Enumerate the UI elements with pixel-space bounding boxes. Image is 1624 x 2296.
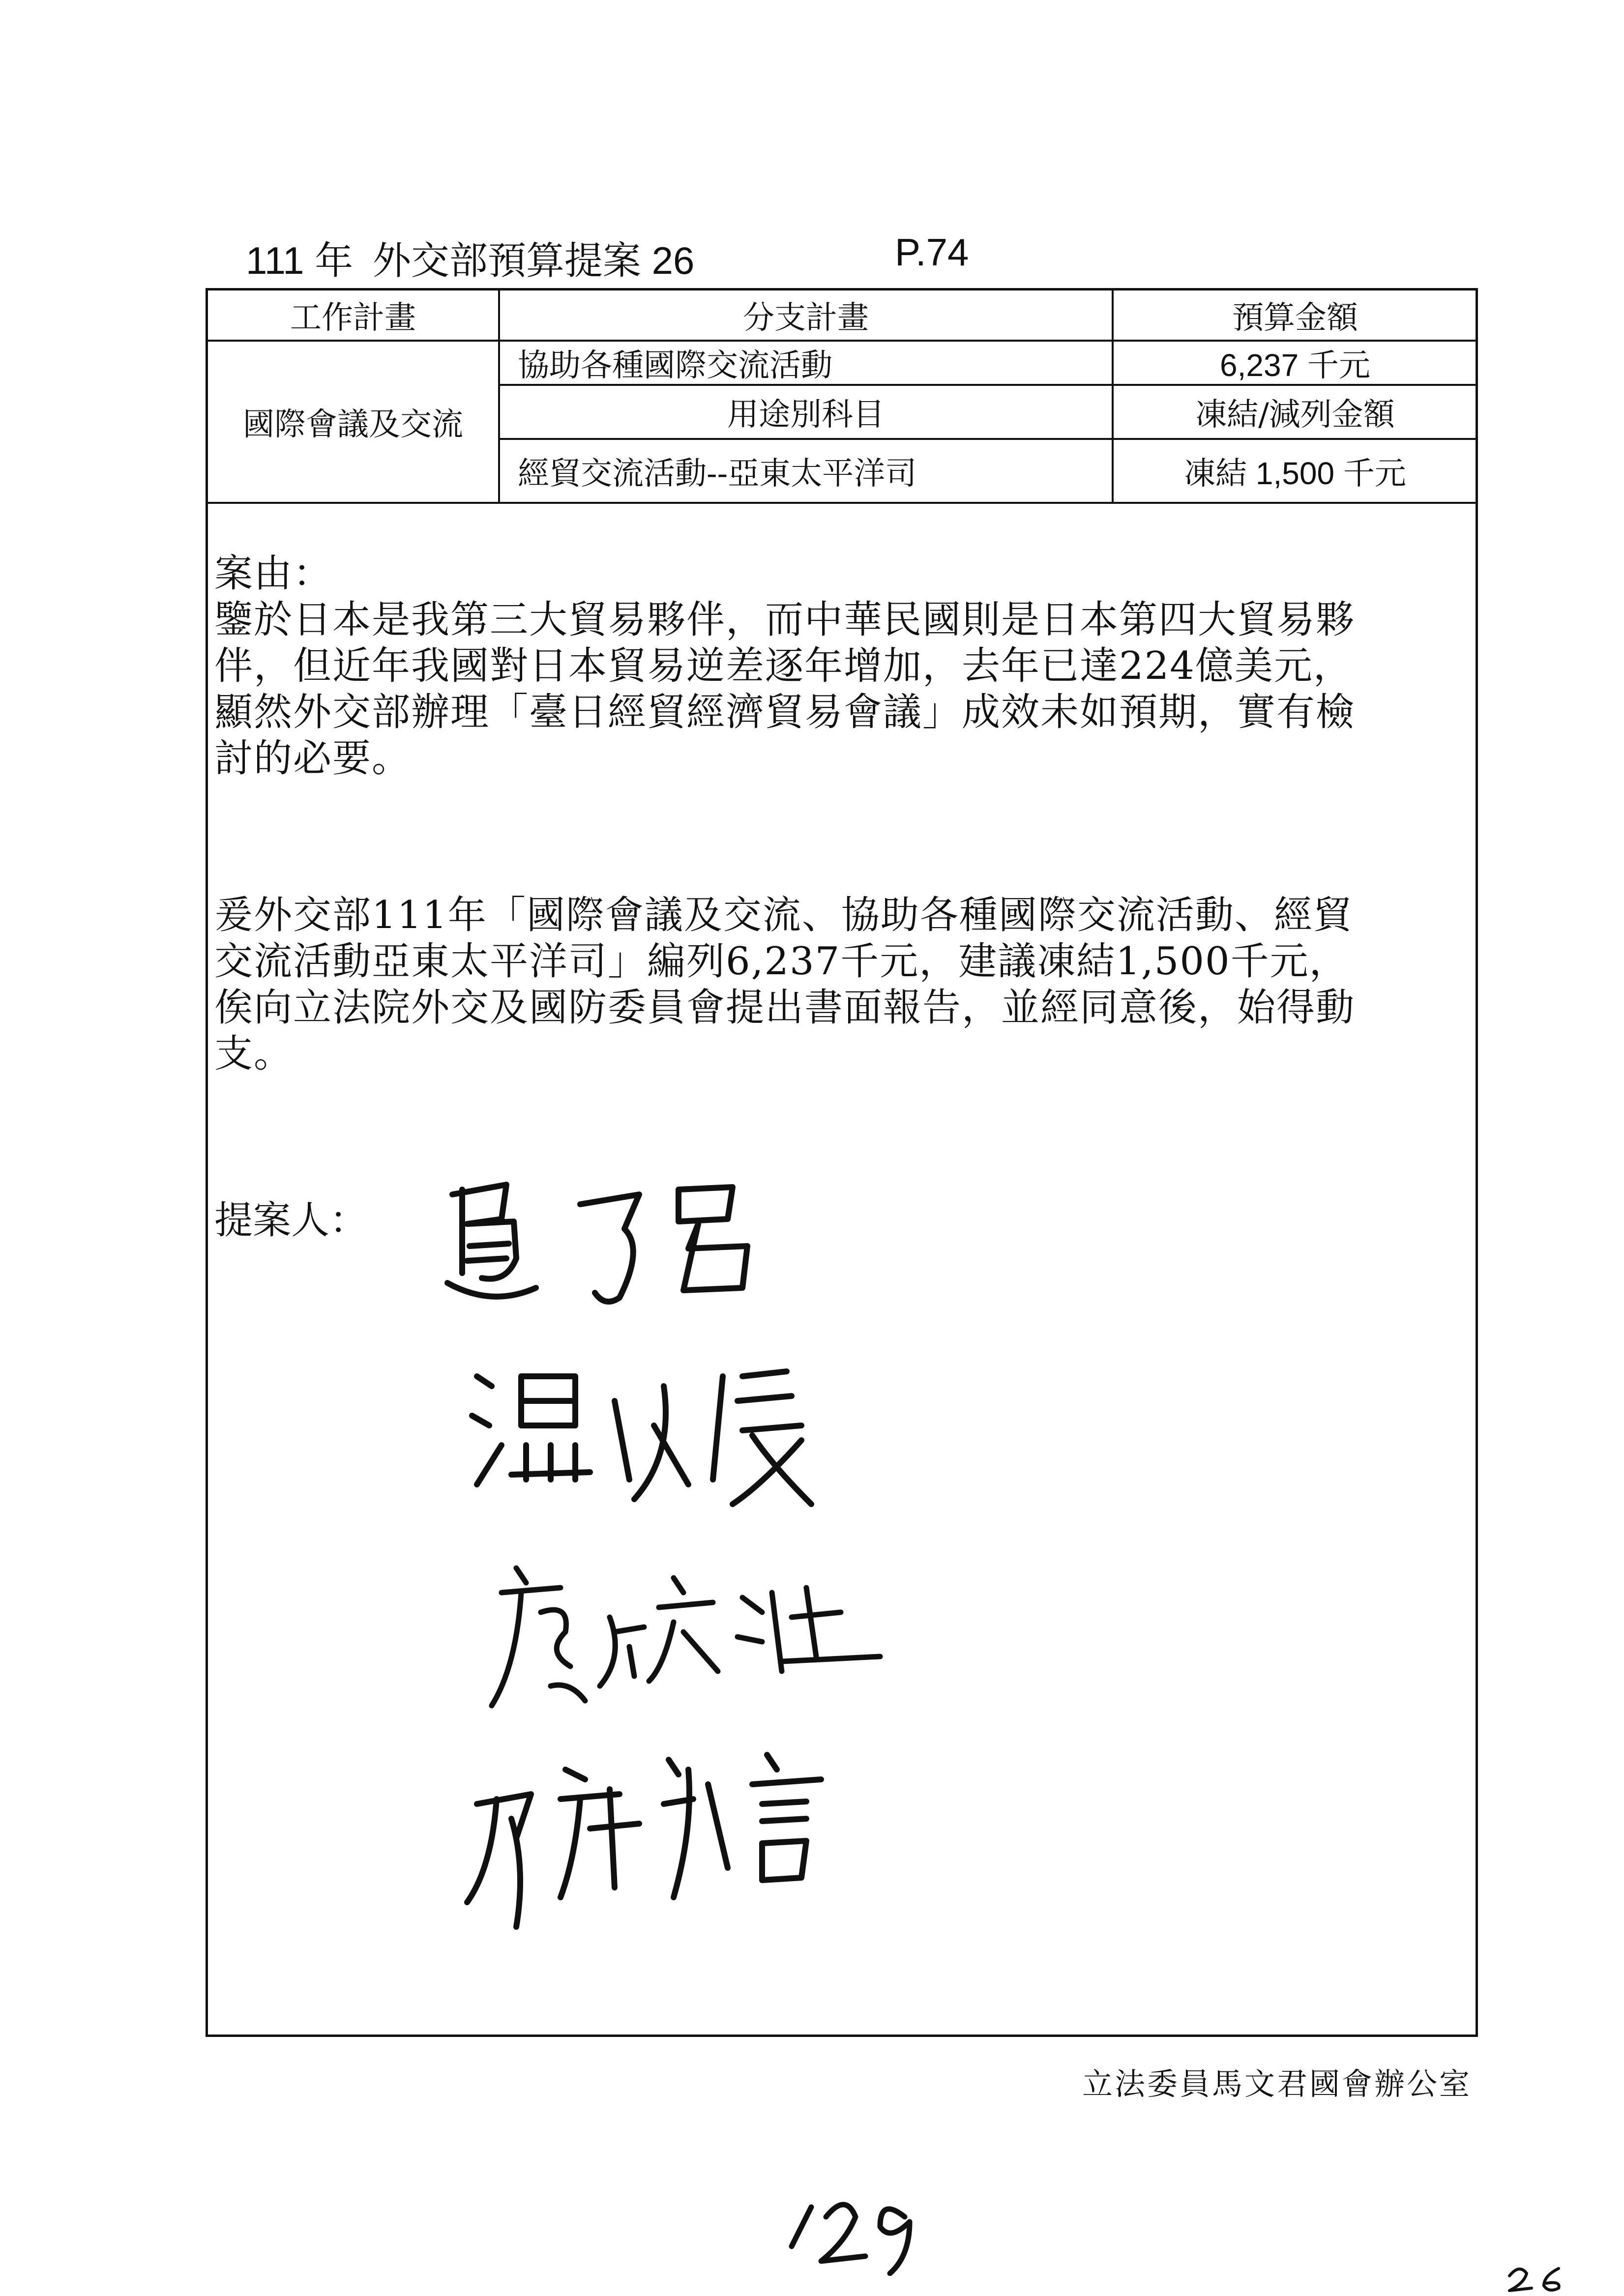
reason-line: 討的必要。: [214, 736, 412, 781]
header-page-ref: P.74: [895, 231, 969, 274]
header-work-plan: 工作計畫: [290, 300, 416, 336]
reason-label: 案由：: [214, 552, 333, 596]
signature-3: [487, 1558, 910, 1725]
proposal-line: 交流活動亞東太平洋司」編列6,237千元，建議凍結1,500千元，: [214, 939, 1349, 984]
proposal-line: 爰外交部111年「國際會議及交流、協助各種國際交流活動、經貿: [214, 893, 1353, 937]
header-year: 111 年: [246, 239, 354, 282]
proposal-section: [214, 892, 1463, 1077]
reason-line: 顯然外交部辦理「臺日經貿經濟貿易會議」成效未如預期，實有檢: [214, 690, 1356, 734]
reason-section: [214, 551, 1463, 782]
signature-4: [462, 1740, 905, 1937]
header-branch-plan: 分支計畫: [743, 300, 869, 336]
work-plan-value: 國際會議及交流: [243, 407, 463, 443]
reason-line: 鑒於日本是我第三大貿易夥伴，而中華民國則是日本第四大貿易夥: [214, 598, 1356, 642]
budget-amount-value: 6,237 千元: [1220, 348, 1370, 383]
header-budget-amount: 預算金額: [1232, 300, 1358, 336]
proposers-label: 提案人：: [214, 1198, 368, 1243]
proposal-line: 支。: [214, 1032, 294, 1076]
use-category-value: 經貿交流活動--亞東太平洋司: [518, 456, 917, 492]
table-divider: [208, 502, 1476, 504]
branch-plan-value: 協助各種國際交流活動: [518, 348, 832, 384]
proposal-line: 俟向立法院外交及國防委員會提出書面報告，並經同意後，始得動: [214, 986, 1356, 1030]
proposal-header: [246, 230, 969, 285]
freeze-amount-label: 凍結/減列金額: [1195, 397, 1395, 433]
reason-line: 伴，但近年我國對日本貿易逆差逐年增加，去年已達224億美元，: [214, 644, 1353, 688]
use-category-label: 用途別科目: [727, 397, 885, 433]
signature-2: [467, 1357, 831, 1519]
footer-office: 立法委員馬文君國會辦公室: [1082, 2066, 1472, 2102]
corner-mark: [1505, 2261, 1573, 2296]
signature-1: [433, 1160, 816, 1317]
handwritten-page-number: [782, 2187, 929, 2276]
freeze-amount-value: 凍結 1,500 千元: [1184, 456, 1406, 491]
header-title: 外交部預算提案 26: [372, 239, 695, 282]
